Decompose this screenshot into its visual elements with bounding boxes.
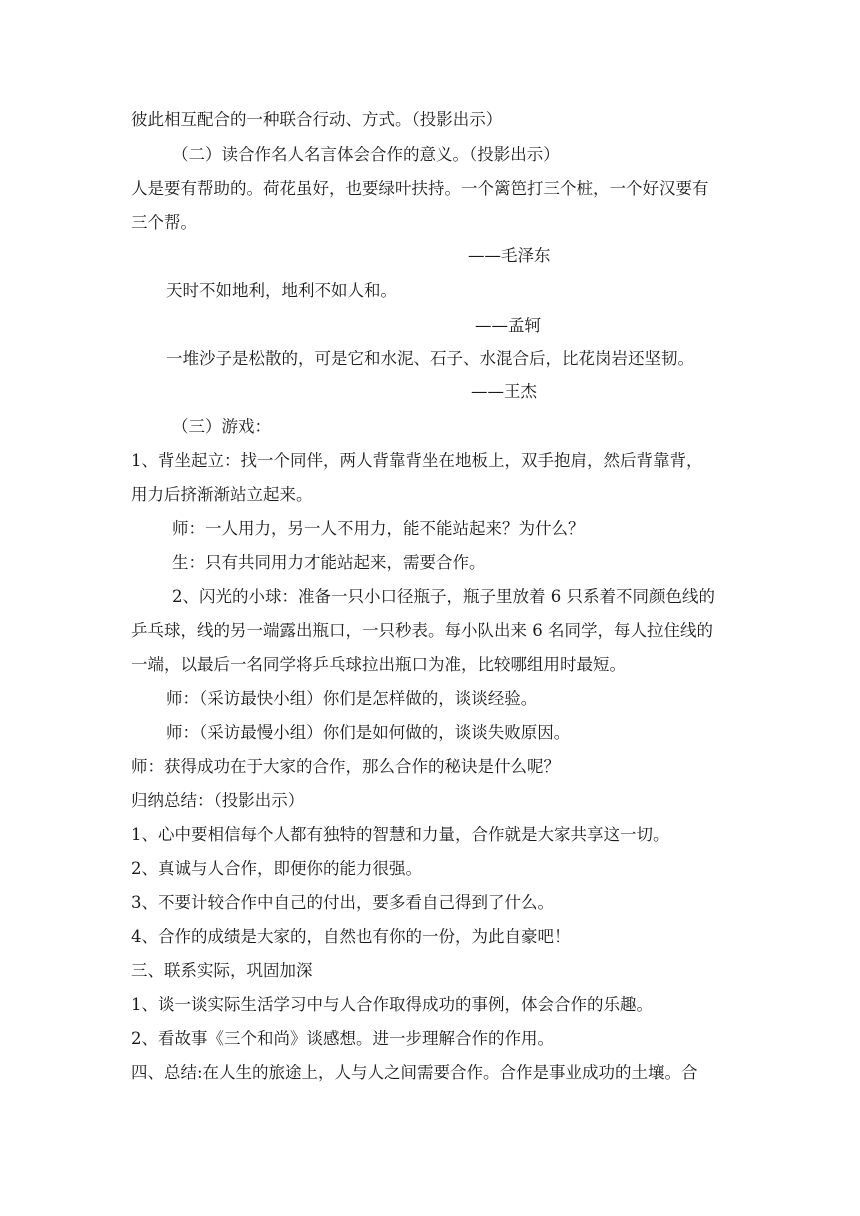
- quote-attribution: ——孟轲: [475, 316, 541, 335]
- text-line: 2、闪光的小球：准备一只小口径瓶子，瓶子里放着 6 只系着不同颜色线的: [172, 587, 715, 606]
- text-line: 彼此相互配合的一种联合行动、方式。（投影出示）: [131, 110, 503, 129]
- quote-line: 三个帮。: [131, 213, 197, 232]
- text-line: 乒乓球，线的另一端露出瓶口，一只秒表。每小队出来 6 名同学，每人拉住线的: [131, 621, 713, 640]
- quote-line: 人是要有帮助的。荷花虽好，也要绿叶扶持。一个篱笆打三个桩，一个好汉要有: [131, 179, 709, 198]
- dialogue-line: 师：（采访最快小组）你们是怎样做的，谈谈经验。: [166, 689, 538, 708]
- list-item: 1、心中要相信每个人都有独特的智慧和力量，合作就是大家共享这一切。: [131, 825, 670, 844]
- list-item: 3、不要计较合作中自己的付出，要多看自己得到了什么。: [131, 893, 554, 912]
- list-item: 1、谈一谈实际生活学习中与人合作取得成功的事例，体会合作的乐趣。: [131, 995, 653, 1014]
- text-line: 1、背坐起立：找一个同伴，两人背靠背坐在地板上，双手抱肩，然后背靠背，: [131, 451, 703, 470]
- quote-attribution: ——毛泽东: [468, 246, 551, 265]
- dialogue-line: 师：（采访最慢小组）你们是如何做的，谈谈失败原因。: [166, 723, 571, 742]
- section-heading: 四、总结:在人生的旅途上，人与人之间需要合作。合作是事业成功的土壤。合: [131, 1063, 698, 1082]
- text-line: 一端，以最后一名同学将乒乓球拉出瓶口为准，比较哪组用时最短。: [131, 655, 626, 674]
- list-item: 2、看故事《三个和尚》谈感想。进一步理解合作的作用。: [131, 1029, 554, 1048]
- section-heading: 三、联系实际，巩固加深: [131, 961, 313, 980]
- list-item: 4、合作的成绩是大家的，自然也有你的一份，为此自豪吧！: [131, 927, 571, 946]
- text-line: 师：获得成功在于大家的合作，那么合作的秘诀是什么呢？: [131, 757, 560, 776]
- quote-line: 一堆沙子是松散的，可是它和水泥、石子、水混合后，比花岗岩还坚韧。: [166, 349, 694, 368]
- quote-attribution: ——王杰: [471, 382, 537, 401]
- dialogue-line: 师：一人用力，另一人不用力，能不能站起来？为什么？: [172, 519, 585, 538]
- list-item: 2、真诚与人合作，即便你的能力很强。: [131, 859, 422, 878]
- text-line: 归纳总结：（投影出示）: [131, 791, 305, 810]
- quote-line: 天时不如地利，地利不如人和。: [166, 281, 397, 300]
- section-heading: （二）读合作名人名言体会合作的意义。（投影出示）: [172, 145, 560, 164]
- dialogue-line: 生：只有共同用力才能站起来，需要合作。: [172, 553, 486, 572]
- section-heading: （三）游戏：: [172, 417, 271, 436]
- text-line: 用力后挤渐渐站立起来。: [131, 485, 313, 504]
